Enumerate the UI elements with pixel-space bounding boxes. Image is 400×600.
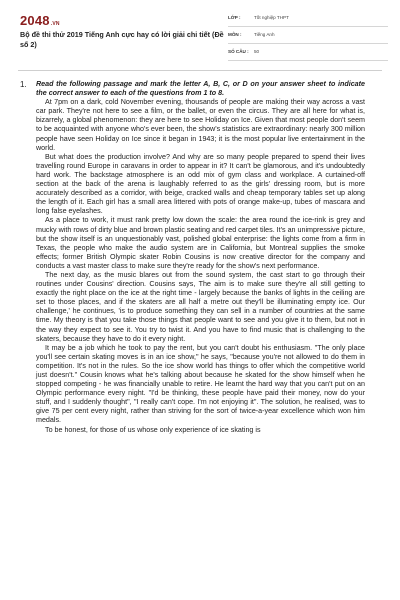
question-body (36, 80, 365, 435)
meta-label: SỐ CÂU : (228, 49, 249, 54)
passage-paragraph: The next day, as the music blares out from the sound system, the cast start to go through their routines under Cousins' direction. Cousins says, The aim is to make sure they're all still getting to exactly the right place on the ice at the right time - largely because the banks of lights in the ceiling are set to those places, and if the skaters are all half a metre out they'll be illuminating empty ice. Our challenge,' he continues, 'is to produce something they can sell in a number of countries at the same time. My theory is that you take those things that people want to see and you give it to them, but not in the way they expect to see it. You try to twist it. And you have to find music that is challenging to the skaters, because they have to do it every night. (36, 270, 365, 343)
meta-label: LỚP : (228, 15, 241, 20)
meta-row-grade (228, 12, 388, 27)
meta-value: 50 (254, 49, 260, 54)
document-title: Bộ đề thi thử 2019 Tiếng Anh cực hay có lời giải chi tiết (Đề số 2) (20, 30, 224, 49)
passage-paragraph: It may be a job which he took to pay the rent, but you can't doubt his enthusiasm. "The only place you'll see certain skating moves is in an ice show," he says, "because you're not allowed to do them in competition. It's not in the rules. So the ice show world has things to offer which the competitive world just doesn't." Cousin knows what he's talking about because he skated for the show himself when he stopped competing - he was financially unable to retire. He learnt the hard way that you can't put on an Olympic performance every night. "I'd be thinking, these people have paid their money, now do your stuff, and I suddenly thought", "I really can't cope. I'm not enjoying it". The solution, he realised, was to give 75 per cent every night, rather than striving for the sort of twice-a-year excellence which won him medals. (36, 343, 365, 425)
meta-row-subject (228, 29, 388, 44)
question-instruction: Read the following passage and mark the letter A, B, C, or D on your answer sheet to indicate the correct answer to each of the questions from 1 to 8. (36, 80, 365, 98)
passage-paragraph: As a place to work, it must rank pretty low down the scale: the area round the ice-rink is grey and mucky with rows of dirty blue and brown plastic seating and red carpet tiles. It's an unimpressive picture, but the show itself is an unquestionably vast, polished global enterprise: the lights come from a firm in Texas, the people who make the audio system are in California, but Montreal supplies the smoke effects; former British Olympic skater Robin Cousins is now creative director for the company and conducts a vast master class to make sure they're ready for the show's next performance. (36, 216, 365, 270)
meta-value: Tiếng Anh (254, 32, 275, 37)
meta-label: MÔN : (228, 32, 242, 37)
meta-value: Tốt nghiệp THPT (254, 15, 289, 20)
page-header (0, 0, 400, 62)
passage-paragraph: At 7pm on a dark, cold November evening, thousands of people are making their way across a vast car park. They're not here to see a film, or the ballet, or even the circus. They are all here for what is, bizarrely, a global phenomenon: they are here to see Holiday on Ice. Given that most people don't seem to be acquainted with anyone who's ever been, the show's statistics are extraordinary: nearly 300 million people have seen Holiday on Ice since it began in 1943; it is the most popular live entertainment in the world. (36, 98, 365, 152)
question-number: 1. (20, 80, 27, 89)
logo-suffix: .VN (50, 21, 60, 27)
header-divider (18, 70, 382, 71)
meta-row-question-count (228, 46, 388, 61)
logo-text: 2048 (20, 13, 50, 28)
passage-paragraph: To be honest, for those of us whose only experience of ice skating is (45, 425, 261, 434)
passage-paragraph: But what does the production involve? And why are so many people prepared to spend their lives travelling round Europe in caravans in order to appear in it? It can't be glamorous, and it's undoubtedly hard work. The backstage atmosphere is an odd mix of gym class and workplace. A curtained-off section at the back of the arena is laughably referred to as the girls' dressing room, but is more accurately described as a corridor, with beige, cracked walls and cheap temporary tables set up along the length of it. Each girl has a small area littered with pots of orange make-up, tubes of mascara and long false eyelashes. (36, 152, 365, 216)
document-meta (228, 12, 388, 63)
site-logo[interactable] (20, 13, 60, 28)
